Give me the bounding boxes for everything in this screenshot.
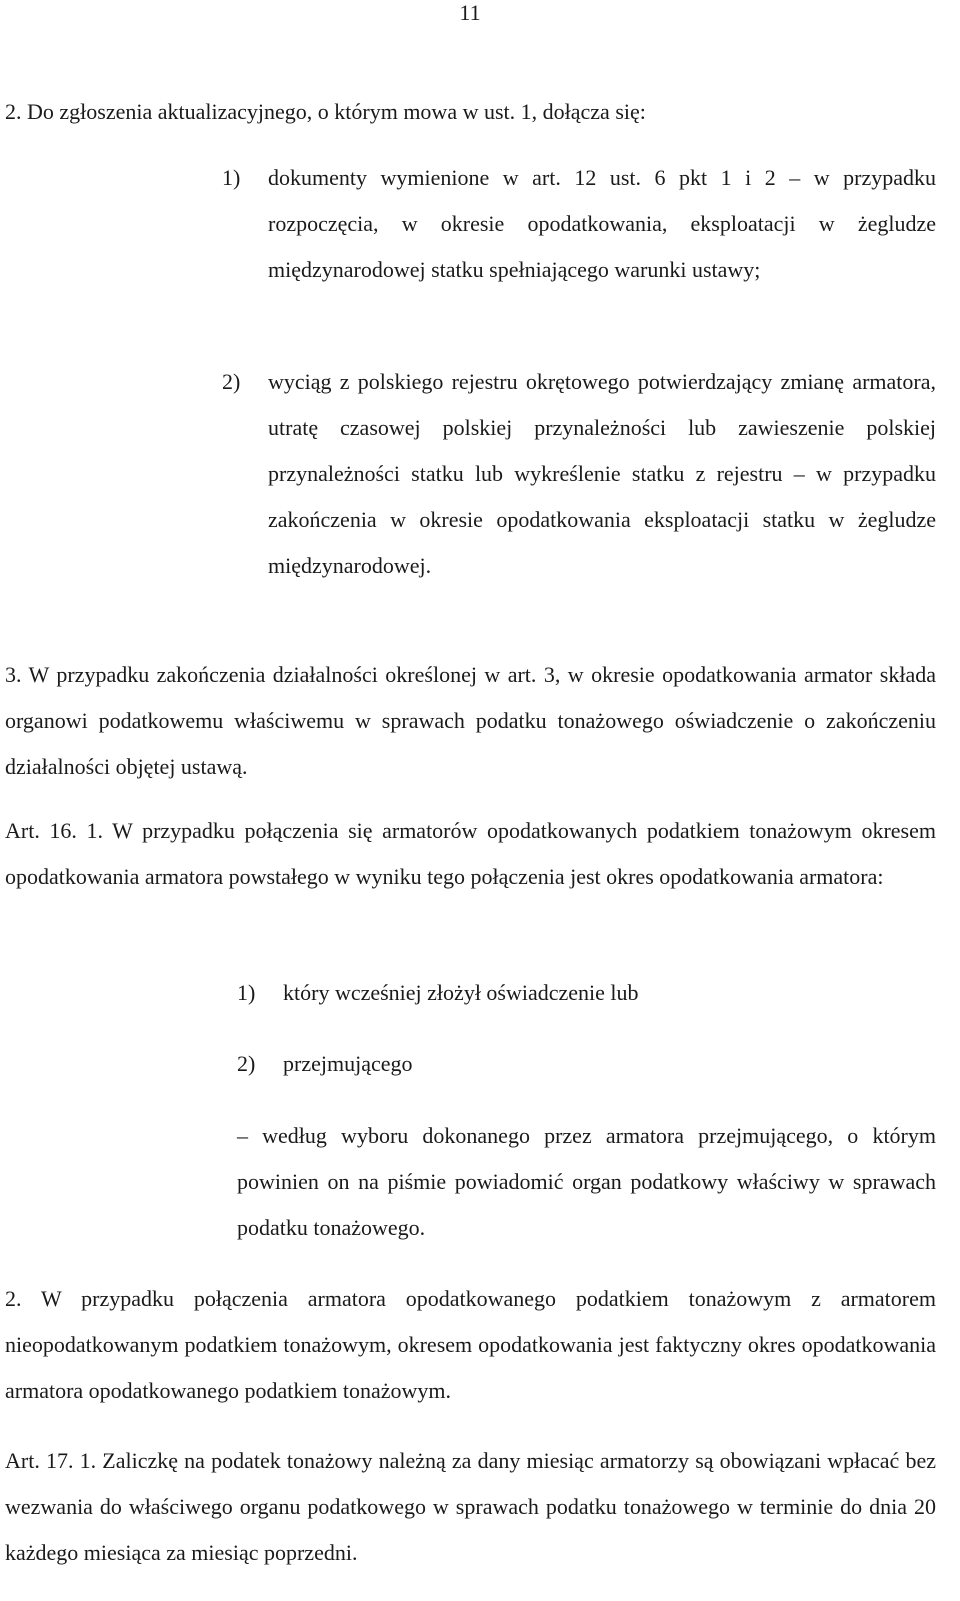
list-item-number: 1) xyxy=(237,980,256,1005)
list-item-text: przejmującego xyxy=(283,1051,413,1076)
list-item xyxy=(222,155,936,293)
list-item-number: 2) xyxy=(237,1051,256,1076)
art-16-1-tail: – według wyboru dokonanego przez armatora przejmującego, o którym powinien on na piśmie powiadomić organ podatkowy właściwy w sprawach podatku tonażowego. xyxy=(237,1123,936,1240)
list-item xyxy=(237,1041,937,1087)
list-item-text: dokumenty wymienione w art. 12 ust. 6 pkt 1 i 2 – w przypadku rozpoczęcia, w okresie opodatkowania, eksploatacji w żegludze międzynarodowej statku spełniającego warunki ustawy; xyxy=(268,165,936,282)
list-item-text: wyciąg z polskiego rejestru okrętowego potwierdzający zmianę armatora, utratę czasowej polskiej przynależności lub zawieszenie polskiej przynależności statku lub wykreślenie statku z rejestru – w przypadku zakończenia w okresie opodatkowania eksploatacji statku w żegludze międzynarodowej. xyxy=(268,369,936,578)
page-number: 11 xyxy=(459,0,481,25)
list-item-text: który wcześniej złożył oświadczenie lub xyxy=(283,980,639,1005)
section-2-intro: 2. Do zgłoszenia aktualizacyjnego, o którym mowa w ust. 1, dołącza się: xyxy=(5,99,646,124)
list-item-number: 1) xyxy=(222,165,241,190)
art-16-1-paragraph: Art. 16. 1. W przypadku połączenia się armatorów opodatkowanych podatkiem tonażowym okresem opodatkowania armatora powstałego w wyniku tego połączenia jest okres opodatkowania armatora: xyxy=(5,818,936,889)
list-item xyxy=(237,970,937,1016)
art-17-1-paragraph: Art. 17. 1. Zaliczkę na podatek tonażowy należną za dany miesiąc armatorzy są obowiązani wpłacać bez wezwania do właściwego organu podatkowego w sprawach podatku tonażowego w terminie do dnia 20 każdego miesiąca za miesiąc poprzedni. xyxy=(5,1448,936,1565)
art-16-2-paragraph: 2. W przypadku połączenia armatora opodatkowanego podatkiem tonażowym z armatorem nieopodatkowanym podatkiem tonażowym, okresem opodatkowania jest faktyczny okres opodatkowania armatora opodatkowanego podatkiem tonażowym. xyxy=(5,1286,936,1403)
section-3-paragraph: 3. W przypadku zakończenia działalności określonej w art. 3, w okresie opodatkowania armator składa organowi podatkowemu właściwemu w sprawach podatku tonażowego oświadczenie o zakończeniu działalności objętej ustawą. xyxy=(5,662,936,779)
list-item-number: 2) xyxy=(222,369,241,394)
list-item xyxy=(222,359,936,589)
